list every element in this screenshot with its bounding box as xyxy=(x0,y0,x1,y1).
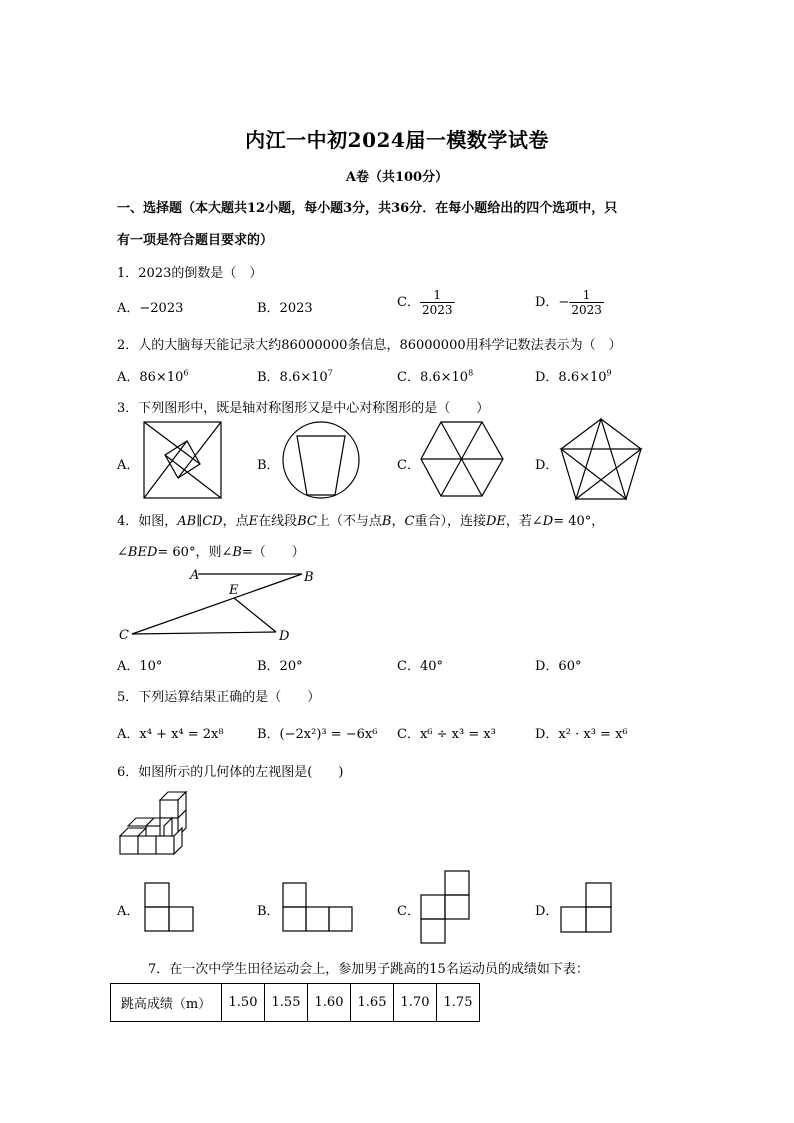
text: ，若∠ xyxy=(505,514,543,529)
circle-trapezoid-figure xyxy=(282,421,362,499)
question-4-option-d: D．60° xyxy=(535,659,582,674)
math: E xyxy=(248,514,259,529)
view-option-d-figure xyxy=(560,882,614,934)
table-header-cell: 跳高成绩（m） xyxy=(111,984,222,1022)
text: 4．如图， xyxy=(117,514,178,529)
point-label-b: B xyxy=(304,570,314,585)
math: AB∥CD xyxy=(177,514,223,529)
table-cell: 1.55 xyxy=(265,984,308,1022)
question-3-option-b: B． xyxy=(257,458,280,473)
text: 上（不与点 xyxy=(316,514,382,529)
option-c-label: C． xyxy=(397,295,420,310)
option-text: D．8.6×10 xyxy=(535,370,607,385)
math: B xyxy=(381,514,392,529)
question-1-option-c xyxy=(397,288,455,317)
page-subtitle: A卷（共100分） xyxy=(345,170,449,185)
table-cell: 1.65 xyxy=(351,984,394,1022)
exponent: 9 xyxy=(606,368,612,378)
question-1-option-b: B．2023 xyxy=(257,301,313,316)
text: =（ ） xyxy=(241,545,305,560)
text: ， xyxy=(391,514,405,529)
question-2-option-a xyxy=(117,366,188,385)
pinwheel-square-figure xyxy=(143,421,223,499)
question-4-option-b: B．20° xyxy=(257,659,303,674)
table-cell: 1.70 xyxy=(394,984,437,1022)
point-label-e: E xyxy=(229,583,239,598)
denominator: 2023 xyxy=(421,303,453,317)
question-4-option-a: A．10° xyxy=(117,659,163,674)
option-text: C．8.6×10 xyxy=(397,370,469,385)
numerator: 1 xyxy=(433,288,442,302)
question-6-option-c: C． xyxy=(397,904,420,919)
question-1-option-a: A．−2023 xyxy=(117,301,184,316)
question-5-option-d: D．x² · x³ = x⁶ xyxy=(535,727,628,742)
section-heading-line2: 有一项是符合题目要求的） xyxy=(117,233,274,248)
question-6-option-d: D． xyxy=(535,904,559,919)
view-option-b-figure xyxy=(282,882,356,932)
parallel-lines-figure xyxy=(118,566,318,646)
option-d-label: D．− xyxy=(535,295,570,310)
high-jump-scores-table xyxy=(110,983,480,1022)
question-6-option-a: A． xyxy=(117,904,140,919)
fraction xyxy=(420,288,455,317)
question-2-option-c xyxy=(397,366,473,385)
text: = 60°，则∠ xyxy=(157,545,233,560)
question-4-option-c: C．40° xyxy=(397,659,443,674)
fraction xyxy=(569,288,604,317)
hexagon-figure xyxy=(420,421,504,497)
question-2-stem: 2．人的大脑每天能记录大约86000000条信息，86000000用科学记数法表示为（ ） xyxy=(117,338,622,353)
question-4-stem-line2 xyxy=(117,541,305,560)
math: B xyxy=(232,545,242,560)
question-2-option-d xyxy=(535,366,612,385)
pentagram-figure xyxy=(560,418,642,500)
point-label-a: A xyxy=(190,568,200,583)
text: ，点 xyxy=(222,514,249,529)
question-3-option-c: C． xyxy=(397,458,420,473)
section-heading-line1: 一、选择题（本大题共12小题，每小题3分，共36分．在每小题给出的四个选项中，只 xyxy=(117,201,618,216)
question-5-option-a: A．x⁴ + x⁴ = 2x⁸ xyxy=(117,727,224,742)
question-6-stem: 6．如图所示的几何体的左视图是( ) xyxy=(117,765,344,780)
page-title: 内江一中初2024届一模数学试卷 xyxy=(245,128,549,152)
table-row xyxy=(111,984,480,1022)
math: BC xyxy=(297,514,317,529)
math: C xyxy=(404,514,415,529)
option-text: B．8.6×10 xyxy=(257,370,328,385)
table-cell: 1.75 xyxy=(437,984,480,1022)
question-5-stem: 5．下列运算结果正确的是（ ） xyxy=(117,690,321,705)
text: = 40°， xyxy=(553,514,605,529)
point-label-c: C xyxy=(119,628,129,643)
question-7-stem: 7．在一次中学生田径运动会上，参加男子跳高的15名运动员的成绩如下表： xyxy=(148,962,589,977)
math: BED xyxy=(127,545,158,560)
stacked-cubes-figure xyxy=(118,788,190,858)
question-5-option-c: C．x⁶ ÷ x³ = x³ xyxy=(397,727,496,742)
question-3-option-a: A． xyxy=(117,458,140,473)
question-3-stem: 3．下列图形中，既是轴对称图形又是中心对称图形的是（ ） xyxy=(117,401,490,416)
point-label-d: D xyxy=(279,629,290,644)
table-cell: 1.60 xyxy=(308,984,351,1022)
math: DE xyxy=(485,514,506,529)
question-1-option-d xyxy=(535,288,604,317)
exponent: 6 xyxy=(183,368,189,378)
option-text: A．86×10 xyxy=(117,370,184,385)
math: D xyxy=(542,514,554,529)
view-option-a-figure xyxy=(144,882,196,932)
denominator: 2023 xyxy=(571,303,602,317)
question-5-option-b: B．(−2x²)³ = −6x⁶ xyxy=(257,727,378,742)
text: 在线段 xyxy=(258,514,298,529)
numerator: 1 xyxy=(582,288,591,302)
question-1-stem: 1．2023的倒数是（ ） xyxy=(117,266,263,281)
view-option-c-figure xyxy=(420,870,472,944)
question-3-option-d: D． xyxy=(535,458,559,473)
question-4-stem-line1 xyxy=(117,510,604,529)
text: ∠ xyxy=(117,545,128,560)
question-2-option-b xyxy=(257,366,333,385)
question-6-option-b: B． xyxy=(257,904,280,919)
text: 重合），连接 xyxy=(414,514,486,529)
exponent: 8 xyxy=(468,368,474,378)
table-cell: 1.50 xyxy=(222,984,265,1022)
exponent: 7 xyxy=(327,368,333,378)
